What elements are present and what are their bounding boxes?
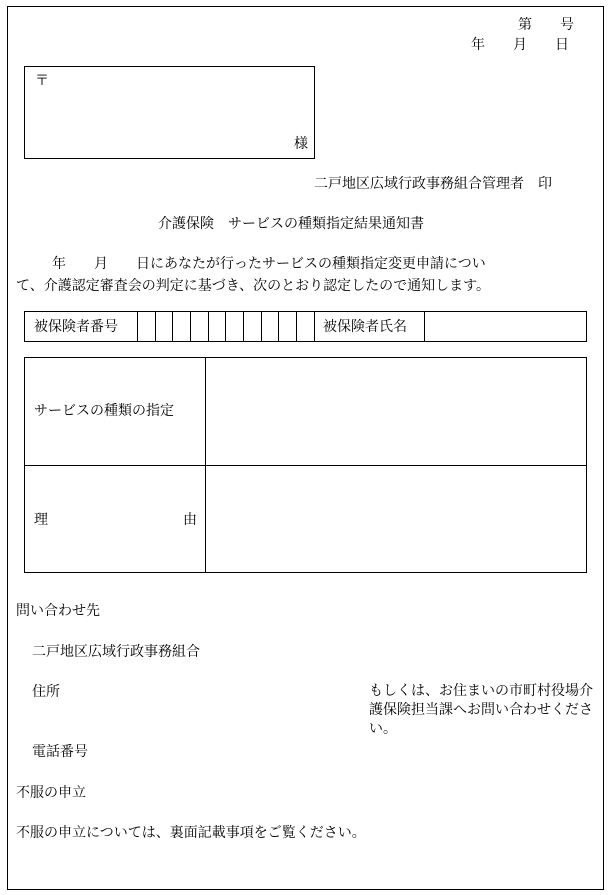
document-number-label: 第 号	[518, 17, 574, 33]
contact-heading: 問い合わせ先	[16, 603, 100, 619]
body-text-line-1: 年 月 日にあなたが行ったサービスの種類指定変更申請につい	[24, 256, 486, 272]
insured-name-label: 被保険者氏名	[323, 319, 407, 335]
notice-document	[7, 6, 604, 890]
document-title: 介護保険 サービスの種類指定結果通知書	[158, 216, 424, 232]
honorific-sama: 様	[294, 136, 308, 152]
contact-phone-label: 電話番号	[32, 744, 88, 760]
insured-number-digit-cell	[278, 312, 279, 341]
postal-mark: 〒	[35, 73, 49, 89]
insured-number-digit-cell	[243, 312, 244, 341]
contact-address-label: 住所	[32, 684, 60, 700]
insured-number-label: 被保険者番号	[34, 319, 118, 335]
insured-number-digit-cell	[190, 312, 191, 341]
insured-info-table	[24, 311, 587, 342]
insured-number-name-divider	[314, 312, 315, 341]
service-type-label: サービスの種類の指定	[34, 403, 174, 419]
insured-number-digit-cell	[296, 312, 297, 341]
reason-label-right: 由	[183, 512, 197, 528]
issuer-line: 二戸地区広域行政事務組合管理者 印	[314, 176, 552, 192]
insured-number-digit-cell	[261, 312, 262, 341]
insured-number-digit-cell	[225, 312, 226, 341]
designation-table	[24, 357, 587, 573]
recipient-address-box	[24, 66, 315, 159]
body-text-line-2: て、介護認定審査会の判定に基づき、次のとおり認定したので通知します。	[16, 278, 491, 294]
insured-number-digit-cell	[155, 312, 156, 341]
issue-date-label: 年 月 日	[471, 37, 569, 53]
contact-alternative-note: もしくは、お住まいの市町村役場介護保険担当課へお問い合わせください。	[369, 683, 593, 737]
insured-number-digit-cell	[137, 312, 138, 341]
contact-organization: 二戸地区広域行政事務組合	[32, 644, 200, 660]
appeal-text: 不服の申立については、裏面記載事項をご覧ください。	[16, 825, 366, 841]
designation-table-row-divider	[25, 465, 586, 466]
insured-number-digit-cell	[172, 312, 173, 341]
insured-name-value-cell	[424, 312, 425, 341]
appeal-heading: 不服の申立	[16, 785, 86, 801]
reason-label-left: 理	[34, 512, 48, 528]
insured-number-digit-cell	[208, 312, 209, 341]
